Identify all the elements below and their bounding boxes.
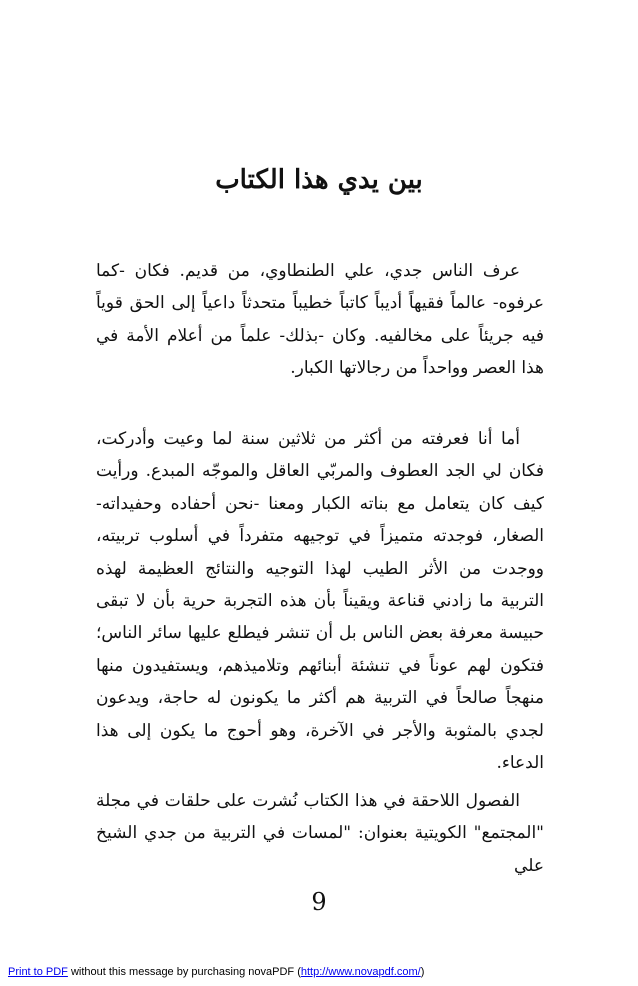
footer-closing: ) bbox=[420, 966, 425, 978]
paragraph-3 bbox=[96, 785, 544, 882]
print-to-pdf-link[interactable]: Print to PDF bbox=[8, 966, 68, 978]
paragraph-3-text: الفصول اللاحقة في هذا الكتاب نُشرت على حلقات في مجلة "المجتمع" الكويتية بعنوان: "لمسات في التربية من جدي الشيخ علي bbox=[96, 791, 544, 876]
paragraph-2 bbox=[96, 423, 544, 779]
page-number: 9 bbox=[311, 888, 327, 916]
paragraph-1-text: عرف الناس جدي، علي الطنطاوي، من قديم. فكان -كما عرفوه- عالماً فقيهاً أديباً كاتباً خطيباً متحدثاً داعياً إلى الحق قوياً فيه جريئاً على مخالفيه. وكان -بذلك- علماً من أعلام الأمة في هذا العصر وواحداً من رجالاتها الكبار. bbox=[96, 261, 544, 379]
page-title: بين يدي هذا الكتاب bbox=[215, 165, 423, 195]
novapdf-url-link[interactable]: http://www.novapdf.com/ bbox=[300, 966, 421, 978]
paragraph-2-text: أما أنا فعرفته من أكثر من ثلاثين سنة لما وعيت وأدركت، فكان لي الجد العطوف والمربّي العاقل والموجّه المبدع. ورأيت كيف كان يتعامل مع بناته الكبار ومعنا -نحن أحفاده وحفيداته- الصغار، فوجدته متميزاً في توجيهه متفرداً في أسلوب تربيته، ووجدت من الأثر الطيب لهذا التوجيه والنتائج العظيمة لهذه التربية ما زادني قناعة ويقيناً بأن هذه التجربة حرية بأن لا تبقى حبيسة معرفة بعض الناس بل أن تنشر فيطلع عليها سائر الناس؛ فتكون لهم عوناً في تنشئة أبنائهم وتلاميذهم، ويستفيدون منها منهجاً صالحاً في التربية هم أكثر ما يكونون له حاجة، ويدعون لجدي بالمثوبة والأجر في الآخرة، وهو أحوج ما يكون إلى هذا الدعاء. bbox=[96, 429, 544, 774]
pdf-footer bbox=[8, 966, 424, 978]
footer-message: without this message by purchasing novaPDF ( bbox=[67, 966, 301, 978]
paragraph-1 bbox=[96, 255, 544, 385]
